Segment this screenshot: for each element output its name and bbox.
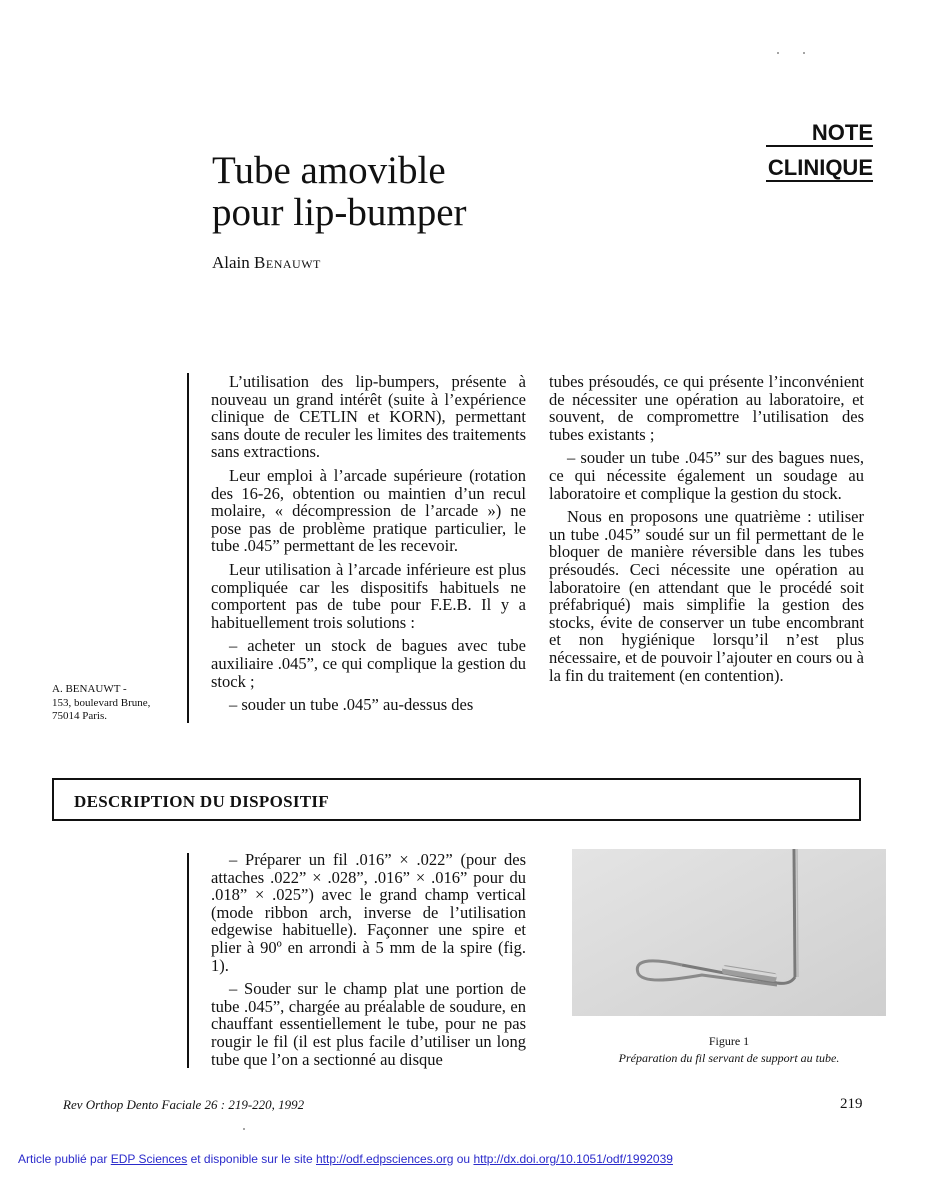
paragraph: Leur emploi à l’arcade supérieure (rotation des 16-26, obtention ou maintien d’un recul molaire, « décompression de l’arcade ») ne pose pas de problème pratique particulier, le tube .045” permettant de les recevoir. [211,465,526,556]
margin-rule-top [187,373,189,723]
publisher-note [18,1152,673,1166]
section-heading: DESCRIPTION DU DISPOSITIF [74,792,329,811]
badge-rule-bottom [766,180,873,182]
title-line-2: pour lip-bumper [212,191,467,234]
article-title [212,150,467,234]
page-number: 219 [840,1096,863,1112]
figure-1-photo [572,849,886,1016]
paragraph: – acheter un stock de bagues avec tube auxiliaire .045”, ce qui complique la gestion du stock ; [211,636,526,691]
paragraph: Leur utilisation à l’arcade inférieure est plus compliquée car les dispositifs habituels ne comportent pas de tube pour F.E.B. Il y a habituellement trois solutions : [211,559,526,632]
author-last-name: Benauwt [254,253,321,272]
figure-caption [572,1033,886,1067]
scan-speck [803,52,805,54]
wire-highlight [797,849,798,977]
paragraph: – Souder sur le champ plat une portion de tube .045”, chargée au préalable de soudure, en chauffant essentiellement le tube, pour ne pas rougir le fil (il est plus facile d’utiliser un long tube que l’on a sectionné au disque [211,979,526,1069]
scan-speck [777,52,779,54]
doi-link[interactable]: http://dx.doi.org/10.1051/odf/1992039 [473,1152,673,1166]
paragraph: – souder un tube .045” sur des bagues nues, ce qui nécessite également un soudage au laboratoire et complique la gestion du stock. [549,448,864,503]
text-column-left [211,373,526,720]
title-line-1: Tube amovible [212,149,446,192]
paragraph: Nous en proposons une quatrième : utiliser un tube .045” soudé sur un fil permettant de le bloquer de manière réversible dans les tubes présoudés. Ceci nécessite une opération au laboratoire (en attendant que le procédé soit préfabriqué) mais simplifie la gestion des stocks, évite de conserver un tube encombrant et non hygiénique lorsqu’il n’est plus nécessaire, et de pouvoir l’ajouter en cours ou à la fin du traitement (en contention). [549,507,864,685]
text-column-section [211,851,526,1074]
paragraph: – souder un tube .045” au-dessus des [229,695,474,715]
author-name [212,253,321,273]
publisher-note-or: ou [456,1152,471,1166]
address-line: 75014 Paris. [52,710,107,723]
paragraph: tubes présoudés, ce qui présente l’inconvénient de nécessiter une opération au laboratoire, et souvent, de compromettre l’utilisation des tubes existants ; [549,372,864,444]
author-first-name: Alain [212,253,250,272]
figure-caption-text: Préparation du fil servant de support au tube. [618,1051,840,1065]
scan-speck [243,1128,245,1130]
badge-rule [766,145,873,147]
publisher-note-middle: et disponible sur le site [190,1152,313,1166]
paragraph: – Préparer un fil .016” × .022” (pour des attaches .022” × .028”, .016” × .016” pour du .018” × .025”) avec le grand champ vertical (mode ribbon arch, inverse de l’utilisation edgewise habituelle). Façonner une spire et plier à 90º en arrondi à 5 mm de la spire (fig. 1). [211,850,526,975]
journal-reference: Rev Orthop Dento Faciale 26 : 219-220, 1992 [63,1097,305,1112]
site-link[interactable]: http://odf.edpsciences.org [315,1152,454,1166]
wire-illustration [572,849,886,1016]
section-badge-line2: CLINIQUE [767,155,873,180]
text-column-right [549,373,864,690]
paragraph: L’utilisation des lip-bumpers, présente à nouveau un grand intérêt (suite à l’expérience clinique de CETLIN et KORN), permettant sans doute de reculer les limites des traitements sans extractions. [211,372,526,462]
margin-rule-bottom [187,853,189,1068]
figure-label: Figure 1 [708,1034,750,1048]
address-line: A. BENAUWT - [52,683,127,695]
author-address [52,683,180,724]
publisher-link[interactable]: EDP Sciences [110,1152,188,1166]
section-heading-box [52,778,861,821]
wire-vertical [794,849,795,977]
section-badge-line1: NOTE [811,120,873,145]
photo-background [572,849,886,1016]
address-line: 153, boulevard Brune, [52,696,151,709]
publisher-note-prefix: Article publié par [18,1152,108,1166]
